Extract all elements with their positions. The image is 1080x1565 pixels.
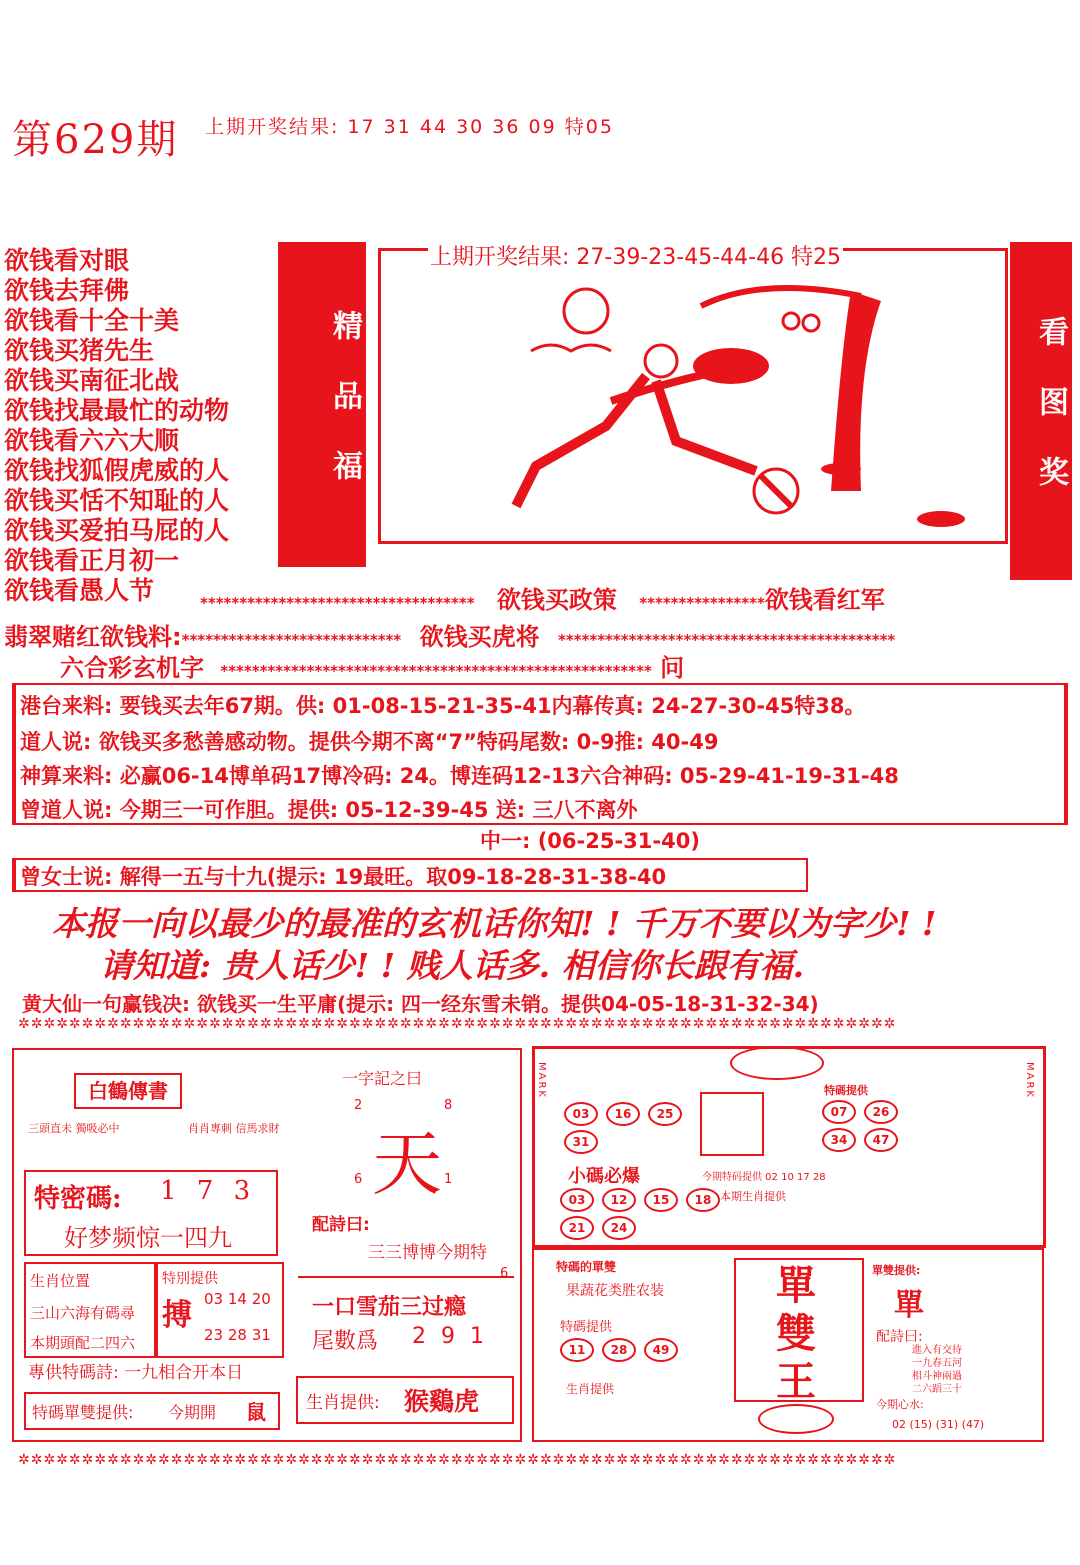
phrase: 翡翠赌红欲钱料: [4,623,182,651]
edge-num: 6 [500,1266,509,1281]
right-banner [1010,242,1072,580]
poem-label: 配詩曰: [876,1329,923,1345]
corner-num: 2 [354,1098,363,1113]
position-label: 生肖位置 [30,1272,91,1290]
single-zodiac: 鼠 [246,1400,266,1424]
flower-icon [758,1404,834,1434]
heart-nums: 02 (15) (31) (47) [892,1418,985,1431]
huang-tip: 黄大仙一句赢钱决: 欲钱买一生平庸(提示: 四一经东雪未销。提供04-05-18-31-32-34) [22,992,819,1016]
stars: **************** [639,594,765,612]
number-ball: 18 [686,1188,720,1212]
monk-tree-illustration [381,251,1005,541]
single-text: 果蔬花类胜农装 [566,1283,664,1299]
info-line: 神算来料: 必赢06-14博单码17博冷码: 24。博连码12-13六合神码: 05-29-41-19-31-48 [20,764,899,788]
right-char: 單 [894,1288,924,1323]
riddle-item: 欲钱找狐假虎威的人 [4,456,230,485]
white-crane-box [74,1073,182,1109]
number-ball: 16 [606,1102,640,1126]
code-poem: 專供特碼詩: 一九相合开本日 [28,1363,244,1383]
tip-nums: 03 14 20 [204,1290,271,1308]
poem-text: 三三博博今期特 [368,1243,487,1263]
mark-border: MARK [1024,1062,1035,1099]
single-king: 單雙王 [776,1262,816,1405]
left-sub: 三頭直未 獨吸必中 [28,1122,120,1135]
number-ball: 24 [602,1216,636,1240]
zodiac-label: 生肖提供 [566,1382,615,1396]
corner-num: 6 [354,1172,363,1187]
number-ball: 03 [560,1188,594,1212]
tail-nums: 2 9 1 [412,1324,488,1349]
riddle-picture [378,248,1008,544]
poem-line: 相斗神兩過 [912,1371,962,1382]
center-emblem [730,1046,824,1080]
right-banner-char: 奖 [1033,456,1068,526]
poem-lines [912,1344,962,1396]
special-code-label: 特密碼: [34,1184,122,1214]
riddle-item: 欲钱看愚人节 [4,576,155,605]
tip-label: 特別提供 [162,1271,218,1287]
riddle-item: 欲钱看十全十美 [4,306,180,335]
number-ball: 25 [648,1102,682,1126]
riddle-item: 欲钱看对眼 [4,246,130,275]
poem-line: 二六蹈三十 [912,1384,962,1395]
code-title: 特碼提供 [824,1084,868,1097]
left-sub: 肖肖專刺 信馬求財 [188,1122,280,1135]
special-code-nums: 1 7 3 [160,1176,257,1206]
one-char-title: 一字記之曰 [342,1069,423,1088]
phrase: 六合彩玄机字 [60,654,204,682]
tail-label: 尾數爲 [312,1329,379,1354]
poem-line: 一九春五河 [912,1358,962,1369]
tiny-text: 今期特码提供 02 10 17 28 [702,1172,826,1183]
riddle-item: 欲钱看正月初一 [4,546,180,575]
combo-text: 本期頭配二四六 [30,1334,136,1352]
ball-group [818,1098,908,1154]
left-banner-char: 精 [327,309,362,380]
ball-group [556,1336,736,1364]
bo-char: 搏 [162,1298,192,1333]
info-line: 港台来料: 要钱买去年67期。供: 01-08-15-21-35-41内幕传真: 24-27-30-45特38。 [20,694,866,718]
position-text: 三山六海有碼尋 [30,1304,136,1322]
single-label: 特碼單雙提供: [32,1403,134,1422]
riddle-item: 欲钱去拜佛 [4,276,130,305]
tip-nums: 23 28 31 [204,1326,271,1344]
issue-number: 第629期 [12,117,179,163]
phrase: 欲钱买政策 [496,586,617,614]
riddle-item: 欲钱买南征北战 [4,366,180,395]
picture-previous-result: 上期开奖结果: 27-39-23-45-44-46 特25 [428,240,843,271]
number-ball: 28 [602,1338,636,1362]
tiny-text: 本期生肖提供 [720,1190,786,1203]
star-divider: ✲✲✲✲✲✲✲✲✲✲✲✲✲✲✲✲✲✲✲✲✲✲✲✲✲✲✲✲✲✲✲✲✲✲✲✲✲✲✲✲✲✲✲✲✲✲✲✲✲✲✲✲✲✲✲✲✲✲✲✲✲✲✲✲✲✲✲✲✲ [18,1016,897,1032]
stars: **************************** [181,631,402,649]
mixed-line-3 [60,648,684,683]
number-ball: 07 [822,1100,856,1124]
number-ball: 03 [564,1102,598,1126]
motto-line: 请知道: 贵人话少! ! 贱人话多. 相信你长跟有福. [100,946,805,985]
left-banner [278,242,366,567]
info-line: 曾道人说: 今期三一可作胆。提供: 05-12-39-45 送: 三八不离外 [20,798,638,822]
number-ball: 31 [564,1130,598,1154]
number-ball: 47 [864,1128,898,1152]
zodiac-label: 生肖提供: [306,1393,380,1413]
number-ball: 15 [644,1188,678,1212]
heart-label: 今期心水: [876,1398,924,1411]
number-ball: 34 [822,1128,856,1152]
number-ball: 11 [560,1338,594,1362]
stars: ******************************************* [557,631,896,649]
number-ball: 49 [644,1338,678,1362]
previous-result: 上期开奖结果: 17 31 44 30 36 09 特05 [205,116,614,138]
cigar-line: 一口雪茄三过瘾 [312,1294,467,1320]
info-line: 曾女士说: 解得一五与十九(提示: 19最旺。取09-18-28-31-38-40 [20,865,667,889]
right-title: 單雙提供: [872,1264,921,1277]
code-table [700,1092,764,1156]
ball-group [556,1186,736,1242]
small-code-title: 小碼必爆 [568,1166,640,1187]
dream-text: 好梦频惊一四九 [64,1224,232,1252]
number-ball: 21 [560,1216,594,1240]
left-banner-char: 品 [327,379,362,450]
ball-group [560,1100,690,1156]
right-banner-char: 看 [1033,316,1068,386]
mixed-line-2 [4,617,895,652]
mark-border: MARK [536,1062,547,1099]
zodiac-value: 猴鷄虎 [404,1387,480,1416]
phrase: 欲钱买虎将 [419,623,540,651]
right-banner-char: 图 [1033,386,1068,456]
stars: *********************************** [200,594,475,612]
left-banner-char: 福 [327,449,362,520]
stars: ******************************************************* [220,662,652,680]
poem-line: 進入有交待 [912,1345,962,1356]
riddle-item: 欲钱找最最忙的动物 [4,396,230,425]
single-val: 今期開 [168,1403,217,1422]
tm-label: 特碼提供 [560,1320,613,1335]
poem-label: 配詩曰: [312,1215,370,1235]
star-divider: ✲✲✲✲✲✲✲✲✲✲✲✲✲✲✲✲✲✲✲✲✲✲✲✲✲✲✲✲✲✲✲✲✲✲✲✲✲✲✲✲✲✲✲✲✲✲✲✲✲✲✲✲✲✲✲✲✲✲✲✲✲✲✲✲✲✲✲✲✲ [18,1452,897,1468]
white-crane-title: 白鶴傳書 [88,1079,168,1103]
corner-num: 1 [444,1172,453,1187]
info-line: 道人说: 欲钱买多愁善感动物。提供今期不离“7”特码尾数: 0-9推: 40-49 [20,730,719,754]
number-ball: 26 [864,1100,898,1124]
corner-num: 8 [444,1098,453,1113]
number-ball: 12 [602,1188,636,1212]
riddle-item: 欲钱买恬不知耻的人 [4,486,230,515]
phrase: 问 [660,654,685,682]
big-character: 天 [372,1123,442,1205]
riddle-item: 欲钱买爱拍马屁的人 [4,516,230,545]
mixed-line-1 [200,580,885,615]
phrase: 欲钱看红军 [764,586,885,614]
single-title: 特碼的單雙 [556,1260,617,1274]
motto-line: 本报一向以最少的最准的玄机话你知! ! 千万不要以为字少! ! [52,904,937,943]
divider [298,1276,514,1279]
riddle-item: 欲钱买猪先生 [4,336,155,365]
info-line: 中一: (06-25-31-40) [480,829,700,853]
riddle-item: 欲钱看六六大顺 [4,426,180,455]
